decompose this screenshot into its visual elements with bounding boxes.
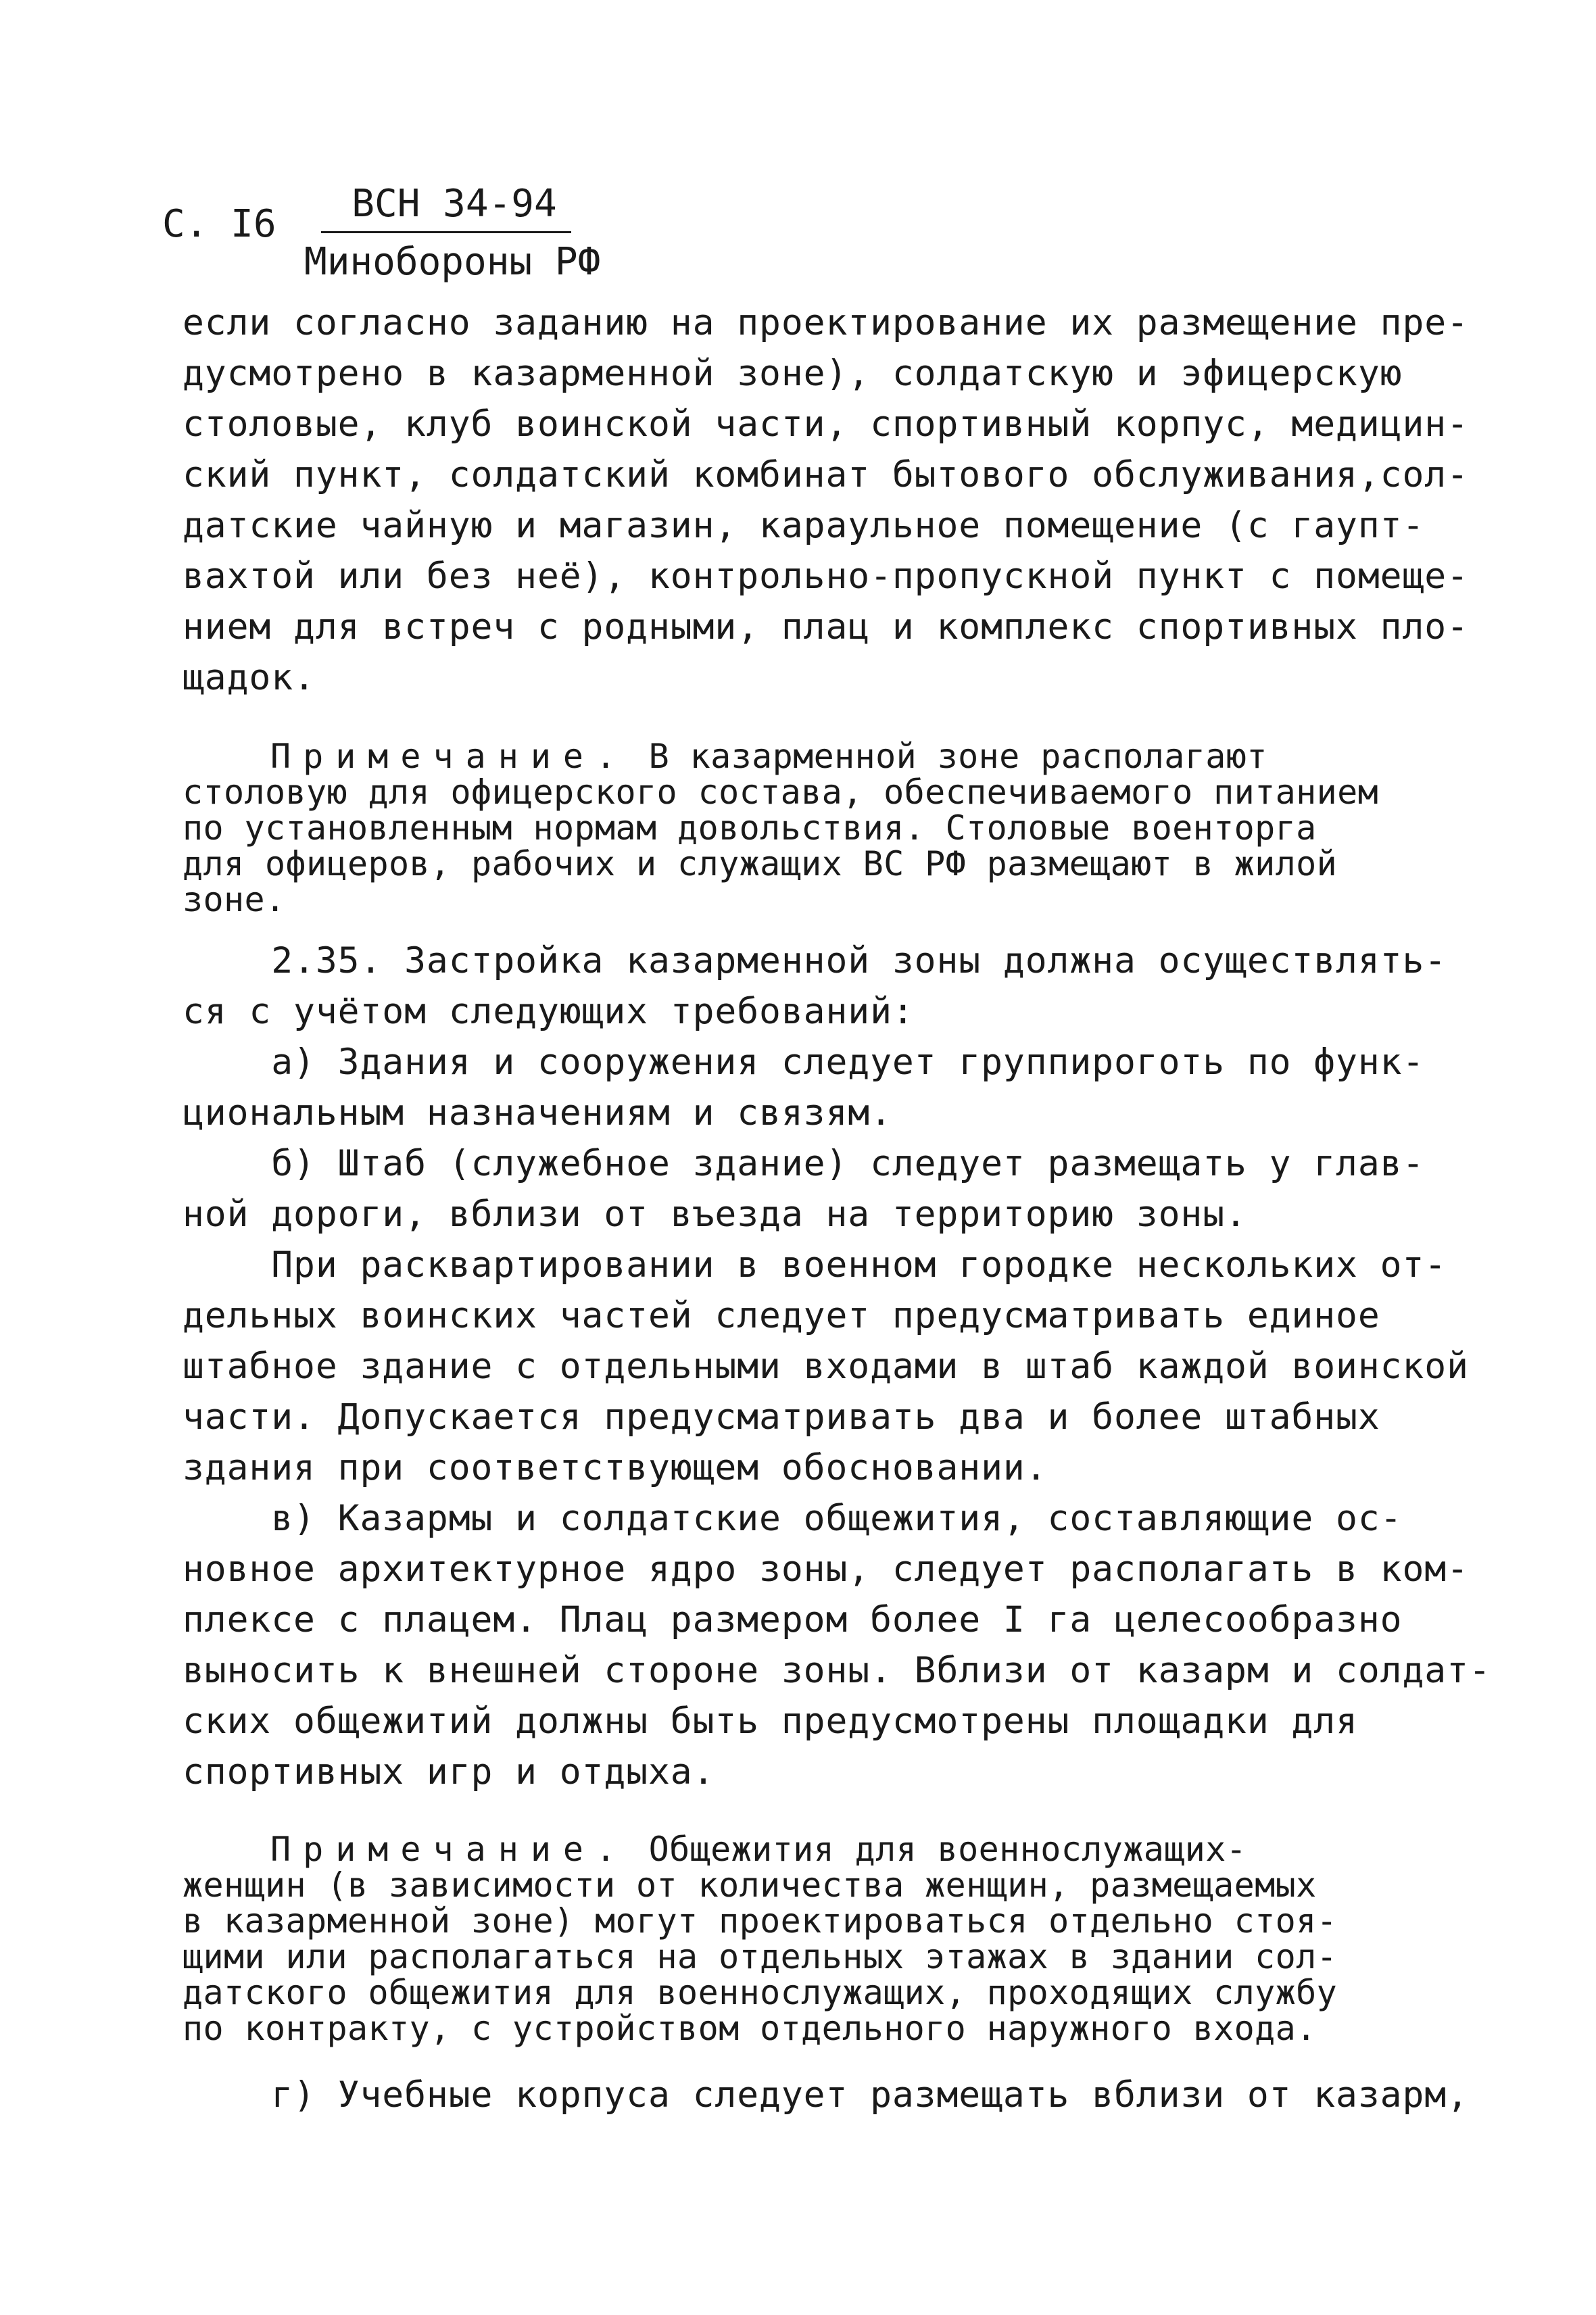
document-code: ВСН 34-94 xyxy=(352,182,557,226)
paragraph-buildings-list: если согласно заданию на проектирование их размещение пре- дусмотрено в казарменной зоне), солдатскую и эфицерскую столовые, клуб воинской части, спортивный корпус, медицин- ский пункт, солдатский комбинат бытового обслуживания,сол- датские чайную и магазин, караульное помещение (с гаупт- вахтой или без неё), контрольно-пропускной пункт с помеще- нием для встреч с родными, плац и комплекс спортивных пло- щадок. xyxy=(183,302,1469,698)
paragraph-2-35-requirements: 2.35. Застройка казарменной зоны должна осуществлять- ся с учётом следующих требований: а) Здания и сооружения следует группироготь по функ- циональным назначениям и связям. б) Штаб (служебное здание) следует размещать у глав- ной дороги, вблизи от въезда на территорию зоны. При расквартировании в военном городке нескольких от- дельных воинских частей следует предусматривать единое штабное здание с отдельными входами в штаб каждой воинской части. Допускается предусматривать два и более штабных здания при соответствующем обосновании. в) Казармы и солдатские общежития, составляющие ос- новное архитектурное ядро зоны, следует располагать в ком- плексе с плацем. Плац размером более I га целесообразно выносить к внешней стороне зоны. Вблизи от казарм и солдат- ских общежитий должны быть предусмотрены площадки для спортивных игр и отдыха. xyxy=(183,940,1491,1793)
note-label: Примечание. xyxy=(270,1830,629,1869)
page-header xyxy=(162,182,635,297)
paragraph-training-buildings: г) Учебные корпуса следует размещать вблизи от казарм, xyxy=(183,2074,1469,2116)
note-label: Примечание. xyxy=(270,737,629,776)
note-text: Общежития для военнослужащих- женщин (в зависимости от количества женщин, размещаемых в казарменной зоне) могут проектироваться отдельно стоя- щими или располагаться на отдельных этажах в здании сол- датского общежития для военнослужащих, проходящих службу по контракту, с устройством отдельного наружного входа. xyxy=(183,1830,1338,2048)
note-officers-canteen xyxy=(183,739,1440,918)
ministry-name: Минобороны РФ xyxy=(304,240,601,284)
note-text: В казарменной зоне располагают столовую для офицерского состава, обеспечиваемого питанием по установленным нормам довольствия. Столовые военторга для офицеров, рабочих и служащих ВС РФ размещают в жилой зоне. xyxy=(183,737,1379,919)
note-women-dormitories xyxy=(183,1832,1440,2047)
page-number: С. I6 xyxy=(162,202,276,246)
document-code-underline xyxy=(321,231,571,233)
